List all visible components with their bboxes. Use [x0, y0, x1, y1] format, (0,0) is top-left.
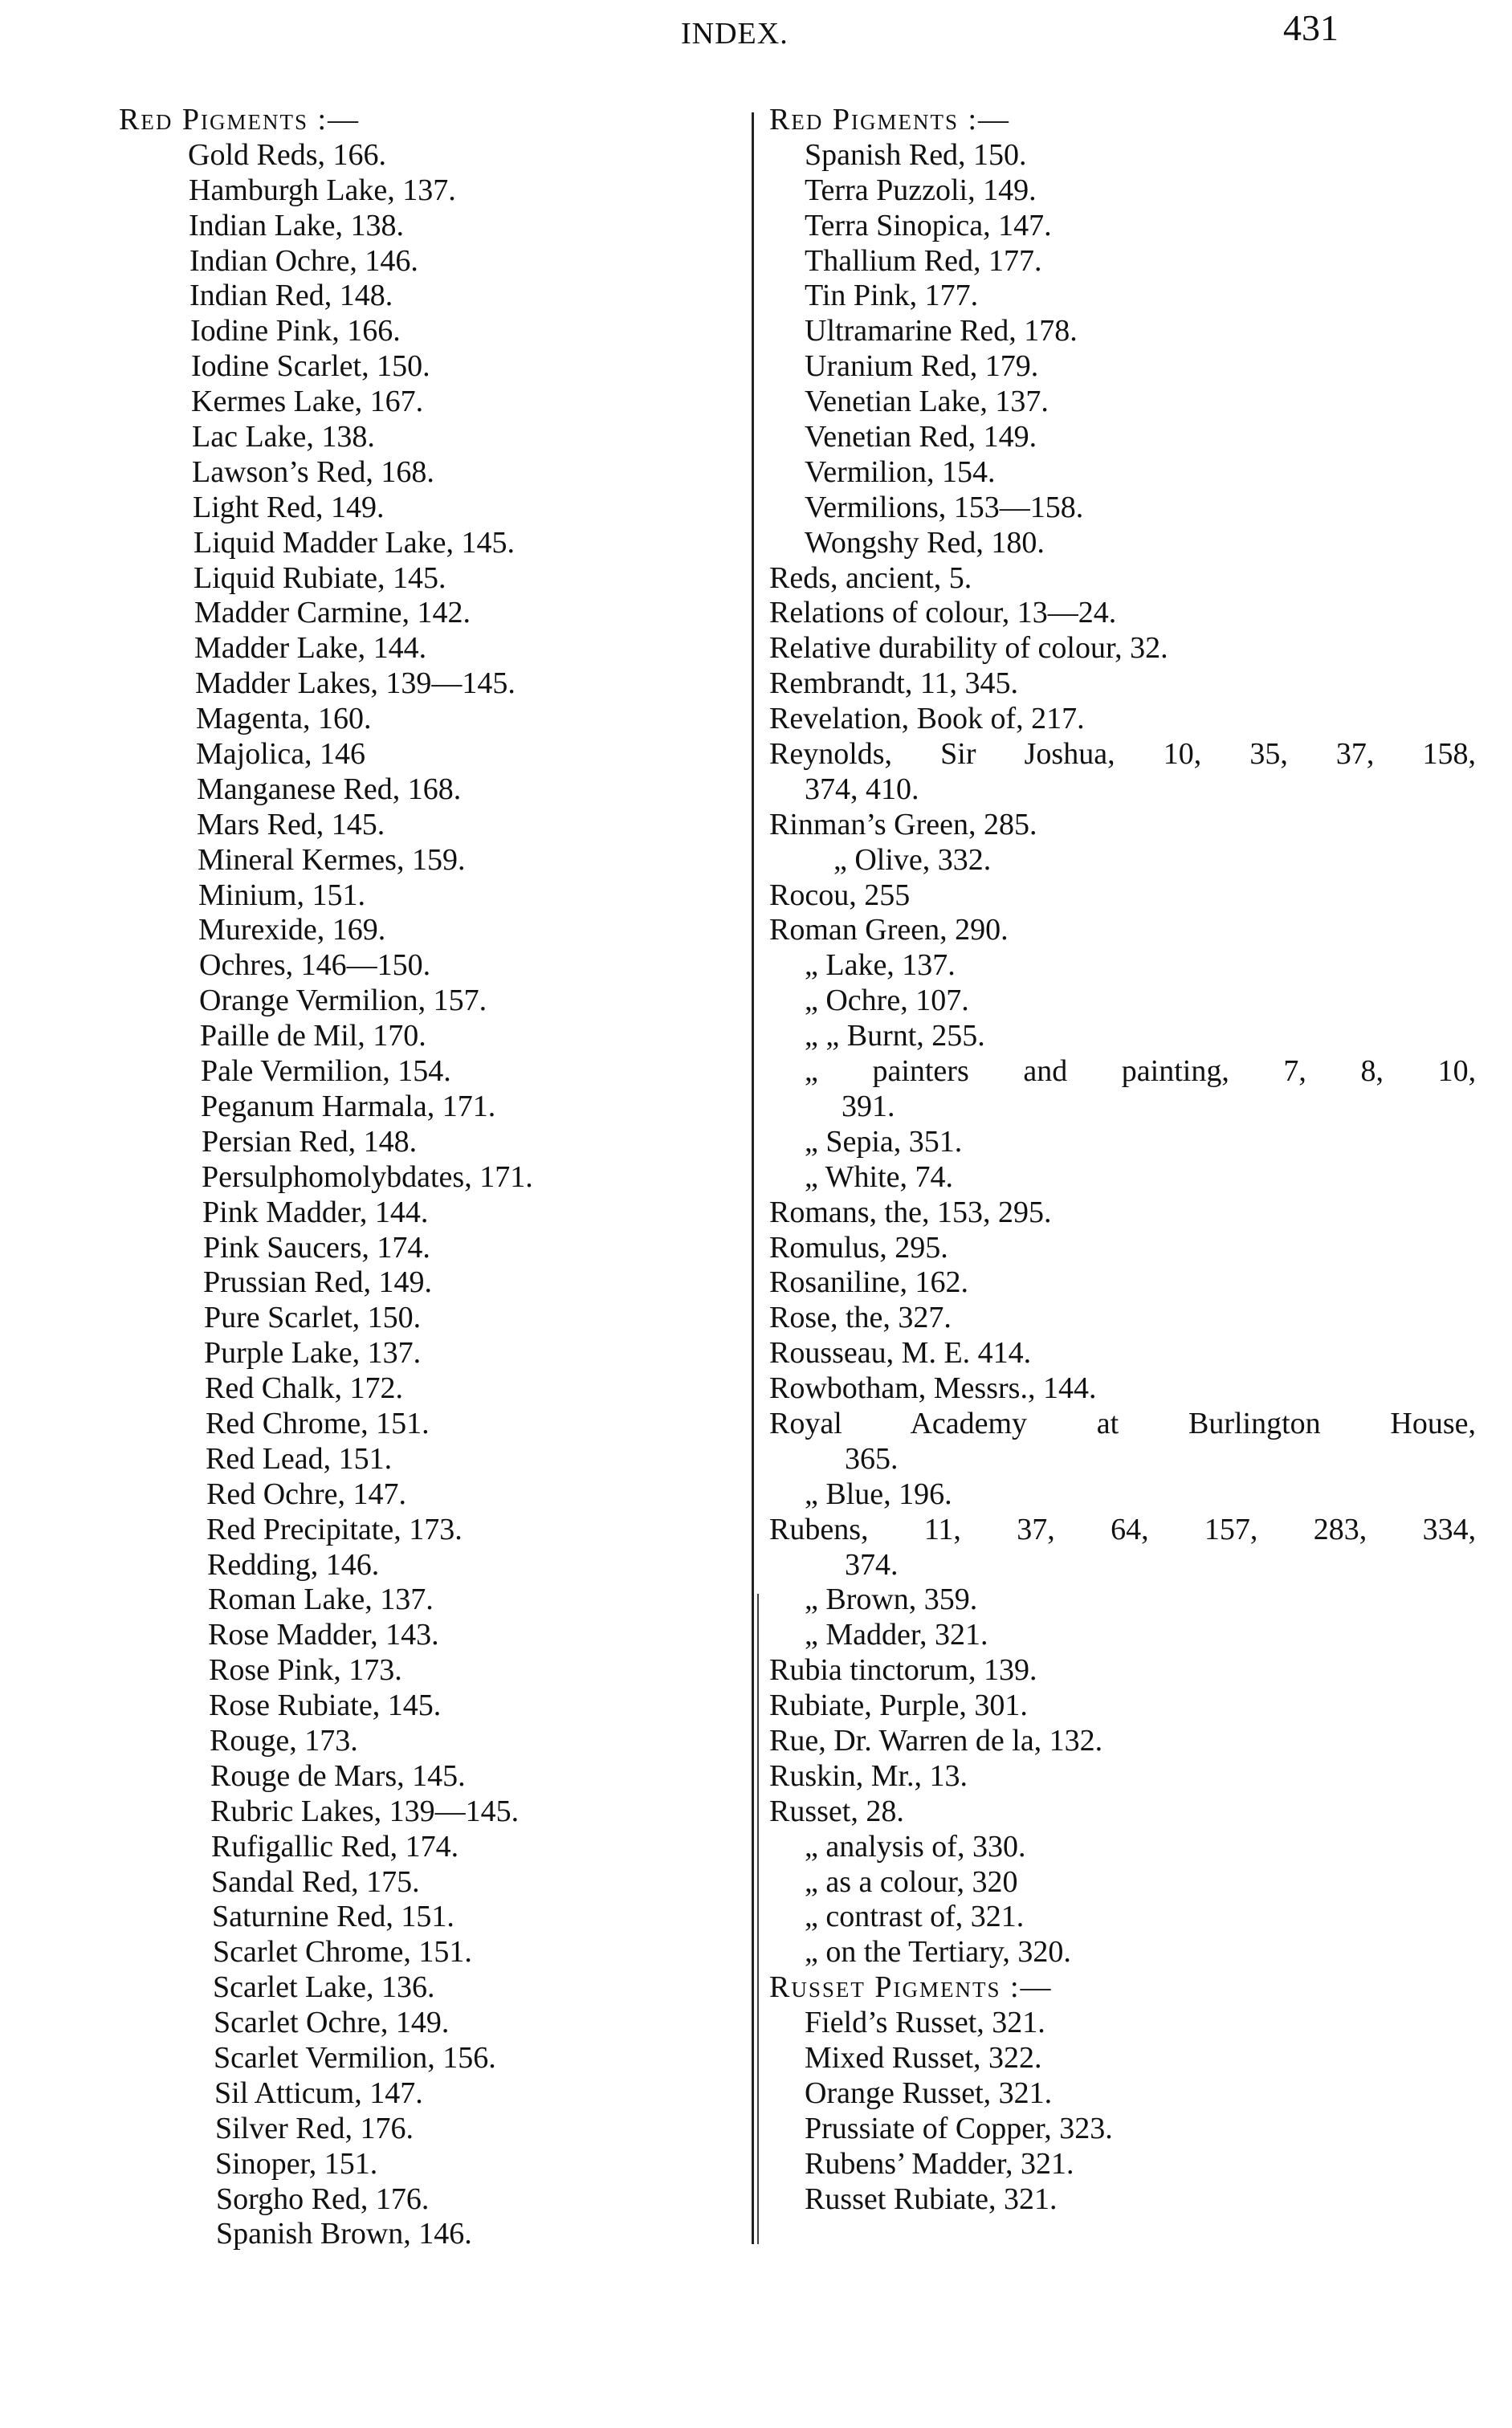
index-entry: Gold Reds, 166.	[188, 137, 386, 172]
index-entry: Ruskin, Mr., 13.	[769, 1758, 968, 1793]
index-entry: Lawson’s Red, 168.	[192, 454, 434, 489]
index-entry: Red Chrome, 151.	[206, 1406, 430, 1440]
index-entry: Madder Carmine, 142.	[194, 596, 471, 630]
entry-word: Burlington	[1188, 1406, 1321, 1440]
index-subentry: Russet Rubiate, 321.	[805, 2182, 1058, 2216]
entries-d	[769, 1653, 1476, 1829]
index-entry: Rose Pink, 173.	[209, 1653, 402, 1688]
index-entry: Sinoper, 151.	[215, 2146, 378, 2181]
index-subentry: „ Madder, 321.	[805, 1618, 988, 1652]
index-entry: Roman Green, 290.	[769, 913, 1009, 947]
entries-a	[769, 561, 1476, 737]
index-subentry: Rubens’ Madder, 321.	[805, 2146, 1074, 2181]
index-entry: Orange Vermilion, 157.	[199, 984, 487, 1018]
index-entry: Purple Lake, 137.	[204, 1336, 422, 1371]
index-entry: Manganese Red, 168.	[197, 772, 462, 806]
left-column	[119, 103, 761, 2252]
index-entry: Scarlet Lake, 136.	[213, 1970, 435, 2005]
entry-word: painting,	[1121, 1054, 1229, 1089]
index-entry: Light Red, 149.	[193, 490, 385, 524]
entry-word: House,	[1390, 1406, 1477, 1440]
index-entry: Pure Scarlet, 150.	[204, 1301, 422, 1335]
index-subentry: Thallium Red, 177.	[805, 243, 1042, 278]
index-entry: Scarlet Vermilion, 156.	[214, 2040, 496, 2075]
index-entry: Rouge, 173.	[210, 1723, 358, 1758]
index-entry: Sorgho Red, 176.	[216, 2182, 430, 2216]
index-entry: Rose Rubiate, 145.	[209, 1689, 442, 1723]
index-entry: Relations of colour, 13—24.	[769, 596, 1117, 630]
entry-word: 64,	[1111, 1512, 1149, 1546]
entry-word: Joshua,	[1024, 737, 1115, 772]
index-subentry: Field’s Russet, 321.	[805, 2006, 1045, 2040]
index-entry: Pink Madder, 144.	[202, 1195, 429, 1229]
index-entry: Rousseau, M. E. 414.	[769, 1336, 1032, 1371]
index-entry: Iodine Scarlet, 150.	[191, 349, 430, 384]
index-entry-royal-academy	[769, 1407, 1476, 1442]
index-entry: Peganum Harmala, 171.	[201, 1089, 496, 1123]
index-subentry: „ Sepia, 351.	[805, 1124, 963, 1159]
index-subentry: Orange Russet, 321.	[805, 2076, 1053, 2110]
entry-word: 334,	[1422, 1512, 1477, 1546]
index-entry: Persian Red, 148.	[202, 1124, 418, 1159]
index-subentry: Vermilion, 154.	[805, 454, 996, 489]
index-entry: Rinman’s Green, 285.	[769, 807, 1037, 841]
index-entry: Lac Lake, 138.	[192, 420, 375, 454]
index-entry: Mineral Kermes, 159.	[198, 842, 466, 877]
entry-word: painters	[872, 1054, 969, 1089]
index-entry-continuation: 374.	[845, 1547, 899, 1582]
index-entry: Rufigallic Red, 174.	[211, 1829, 459, 1864]
index-entry: Rocou, 255	[769, 878, 911, 912]
index-entry: Persulphomolybdates, 171.	[202, 1159, 533, 1194]
index-entry: Sandal Red, 175.	[211, 1864, 420, 1899]
index-entry: Roman Lake, 137.	[208, 1583, 434, 1617]
index-entry: Romans, the, 153, 295.	[769, 1195, 1052, 1229]
index-entry: Paille de Mil, 170.	[200, 1019, 426, 1053]
index-entry: Madder Lake, 144.	[194, 631, 427, 666]
entry-word: Royal	[769, 1406, 842, 1440]
index-entry: Pink Saucers, 174.	[203, 1230, 430, 1265]
index-entry: Rouge de Mars, 145.	[210, 1758, 466, 1793]
entry-word: at	[1096, 1406, 1119, 1440]
index-entry: Indian Red, 148.	[190, 279, 393, 313]
index-entry: Rubiate, Purple, 301.	[769, 1689, 1028, 1723]
index-subentry: „ „ Burnt, 255.	[805, 1019, 985, 1053]
index-entry: Minium, 151.	[198, 878, 365, 912]
entry-word: 8,	[1360, 1054, 1384, 1089]
index-entry: Sil Atticum, 147.	[214, 2076, 423, 2110]
index-entry: Red Chalk, 172.	[205, 1371, 403, 1406]
index-entry: Iodine Pink, 166.	[190, 314, 401, 348]
index-entry: Revelation, Book of, 217.	[769, 702, 1085, 736]
entries-c	[769, 1196, 1476, 1407]
index-subentry: Venetian Red, 149.	[805, 420, 1037, 454]
index-subentry: „ contrast of, 321.	[805, 1900, 1025, 1934]
rubens-subentries	[769, 1583, 1476, 1653]
index-subentry: „ Blue, 196.	[805, 1477, 952, 1511]
index-entry: Rowbotham, Messrs., 144.	[769, 1371, 1097, 1406]
index-entry: Scarlet Ochre, 149.	[214, 2006, 450, 2040]
page-number: 431	[1283, 7, 1339, 48]
entry-word: Rubens,	[769, 1512, 869, 1546]
index-entry: Romulus, 295.	[769, 1230, 948, 1265]
index-entry: Majolica, 146	[196, 737, 366, 772]
entry-word: 10,	[1437, 1054, 1477, 1089]
index-subentry: Uranium Red, 179.	[805, 349, 1039, 384]
entry-word: 158,	[1422, 737, 1477, 772]
index-subentry: „ Brown, 359.	[805, 1583, 978, 1617]
index-entry: Hamburgh Lake, 137.	[189, 173, 456, 207]
entry-word: 7,	[1283, 1054, 1306, 1089]
entry-word: 11,	[923, 1512, 961, 1546]
index-subentry: Venetian Lake, 137.	[805, 385, 1049, 419]
index-entry: Silver Red, 176.	[215, 2111, 414, 2145]
entry-word: and	[1023, 1054, 1068, 1089]
index-subentry: Prussiate of Copper, 323.	[805, 2111, 1113, 2145]
index-entry: Murexide, 169.	[198, 913, 386, 947]
index-entry: Rembrandt, 11, 345.	[769, 666, 1018, 701]
index-entry: Kermes Lake, 167.	[191, 385, 424, 419]
index-entry: Pale Vermilion, 154.	[201, 1054, 451, 1089]
index-entry-rubens	[769, 1513, 1476, 1548]
index-entry: Saturnine Red, 151.	[212, 1900, 454, 1934]
entry-word: 157,	[1204, 1512, 1258, 1546]
index-entry: Ochres, 146—150.	[199, 948, 431, 983]
index-entry: Prussian Red, 149.	[203, 1265, 432, 1300]
entry-word: „	[805, 1054, 818, 1089]
entry-word: 37,	[1017, 1512, 1055, 1546]
index-subentry: Tin Pink, 177.	[805, 279, 979, 313]
index-subentry: Spanish Red, 150.	[805, 137, 1027, 172]
index-entry: Rue, Dr. Warren de la, 132.	[769, 1723, 1103, 1758]
entry-word: Academy	[910, 1406, 1028, 1440]
entry-word: Reynolds,	[769, 737, 893, 772]
index-subentry: Terra Sinopica, 147.	[805, 208, 1052, 242]
page-header-title: INDEX.	[681, 17, 789, 51]
index-entry-reynolds	[769, 737, 1476, 772]
index-subentry-painters	[769, 1054, 1476, 1090]
entry-word: 35,	[1249, 737, 1288, 772]
index-entry-continuation: 365.	[845, 1441, 899, 1476]
index-entry: Indian Lake, 138.	[189, 208, 405, 242]
index-entry: Russet, 28.	[769, 1794, 904, 1828]
index-entry: Liquid Rubiate, 145.	[194, 560, 446, 595]
index-subentry: „ Ochre, 107.	[805, 984, 969, 1018]
index-entry: Scarlet Chrome, 151.	[213, 1935, 472, 1970]
russet-subentries	[769, 1830, 1476, 1971]
index-entry: Red Precipitate, 173.	[206, 1512, 463, 1546]
index-entry: Redding, 146.	[207, 1547, 380, 1582]
index-subentry: Ultramarine Red, 178.	[805, 314, 1078, 348]
roman-subentries-2	[769, 1125, 1476, 1196]
index-entry: Rosaniline, 162.	[769, 1265, 969, 1300]
index-entry: Indian Ochre, 146.	[190, 243, 418, 278]
section-heading: Red Pigments :—	[769, 103, 1011, 136]
left-entry-list	[119, 138, 761, 2252]
index-subentry: „ on the Tertiary, 320.	[805, 1935, 1071, 1970]
index-entry: Rose, the, 327.	[769, 1301, 952, 1335]
index-subentry: „ White, 74.	[805, 1159, 954, 1194]
roman-subentries	[769, 948, 1476, 1054]
index-entry: Reds, ancient, 5.	[769, 560, 972, 595]
index-entry-continuation: 391.	[842, 1089, 895, 1123]
index-subentry: „ Lake, 137.	[805, 948, 956, 983]
entry-word: 283,	[1313, 1512, 1367, 1546]
index-entry: Rubric Lakes, 139—145.	[210, 1794, 520, 1828]
index-entry: Liquid Madder Lake, 145.	[194, 525, 515, 560]
index-entry: Mars Red, 145.	[197, 807, 385, 841]
index-entry: Relative durability of colour, 32.	[769, 631, 1168, 666]
index-entry: Spanish Brown, 146.	[216, 2217, 472, 2251]
index-subentry: Mixed Russet, 322.	[805, 2040, 1042, 2075]
index-subentry: „ as a colour, 320	[805, 1864, 1018, 1899]
entries-b	[769, 878, 1476, 949]
index-entry: Rubia tinctorum, 139.	[769, 1653, 1037, 1688]
index-entry: Red Ochre, 147.	[206, 1477, 407, 1511]
entry-word: 37,	[1335, 737, 1375, 772]
index-subentry: Vermilions, 153—158.	[805, 490, 1084, 524]
index-subentry: Wongshy Red, 180.	[805, 525, 1045, 560]
index-subentry: Terra Puzzoli, 149.	[805, 173, 1037, 207]
entry-word: 10,	[1163, 737, 1202, 772]
russet-pigments-list	[769, 2006, 1476, 2217]
entry-word: Sir	[940, 737, 976, 772]
index-subentry: „ Olive, 332.	[833, 842, 992, 877]
section-heading: Red Pigments :—	[119, 103, 361, 136]
index-entry: Rose Madder, 143.	[208, 1618, 439, 1652]
right-column	[769, 103, 1476, 2217]
section-heading: Russet Pigments :—	[769, 1970, 1053, 2005]
index-entry: Madder Lakes, 139—145.	[195, 666, 516, 701]
index-entry: Red Lead, 151.	[206, 1441, 393, 1476]
index-entry: Magenta, 160.	[196, 702, 372, 736]
red-pigments-continued	[769, 138, 1476, 561]
index-entry-continuation: 374, 410.	[805, 772, 919, 806]
index-subentry: „ analysis of, 330.	[805, 1829, 1026, 1864]
